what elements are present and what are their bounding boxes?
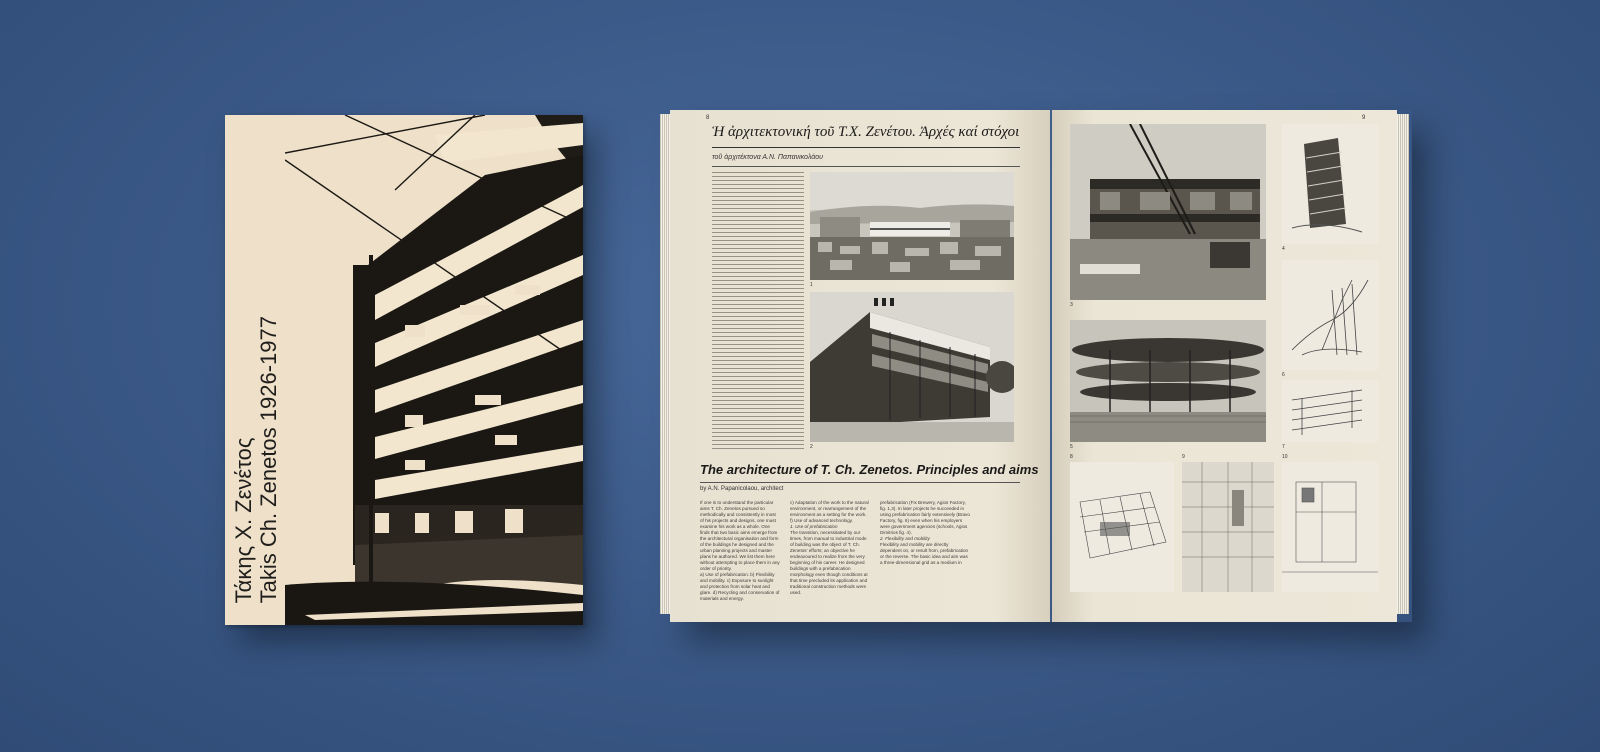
drawing-floor-plan — [1182, 462, 1274, 592]
figure-number: 6 — [1282, 372, 1285, 378]
english-paragraph: The transition, necessitated by our times, from manual to industrial mode of building was the object of T. Ch. Zenetos' efforts; an objective he endeavoured to realize from the very beginning of his career. He designed buildings with a prefabrication morphology even though conditions at that time precluded its application and traditional construction methods were used. — [790, 530, 868, 595]
divider — [700, 482, 1020, 483]
figure-number: 5 — [1070, 444, 1073, 450]
cover-title — [231, 316, 281, 603]
photo-city-skyline — [810, 172, 1014, 280]
left-page — [670, 110, 1050, 622]
page-stack-right — [1397, 114, 1409, 614]
figure-number: 2 — [810, 444, 813, 450]
drawing-louvres — [1282, 380, 1378, 442]
cover-title-greek: Τάκης Χ. Ζενέτος — [231, 437, 256, 603]
english-subhead: 2. Flexibility and mobility — [880, 536, 930, 541]
english-paragraph: c) Adaptation of the work to the natural environment, or rearrangement of the environment as a setting for the work. f) Use of advanced technology. — [790, 500, 869, 523]
open-magazine — [670, 110, 1412, 622]
english-paragraph: Flexibility and mobility are directly dependent on, or result from, prefabrication or the reverse. The basic idea and aim was a three-dimensional grid as a medium in — [880, 542, 969, 565]
heading-greek: Ἡ ἀρχιτεκτονική τοῦ Τ.Χ. Ζενέτου. Ἀρχές καί στόχοι — [712, 124, 1020, 148]
byline-greek: τοῦ ἀρχιτέκτονα Α.Ν. Παπανικολάου — [712, 154, 824, 161]
drawing-grid-perspective — [1070, 462, 1174, 592]
heading-english: The architecture of T. Ch. Zenetos. Principles and aims — [700, 462, 1039, 477]
divider — [712, 166, 1020, 167]
figure-number: 8 — [1070, 454, 1073, 460]
english-paragraph: a) Use of prefabrication. b) Flexibility and mobility. c) Exposure to sunlight and protection from solar heat and glare. d) Recycling and conservation of materials and energy. — [700, 572, 780, 601]
english-paragraph: prefabrication (Fix Brewery, Agios Factory, fig. 1,3). In later projects he succeeded in using prefabrication fairly extensively (Bravo Factory, fig. 6) even when his employers were government agencies (schools, Agios Dimitrios fig. 4). — [880, 500, 970, 535]
drawing-tower — [1282, 124, 1378, 244]
right-page — [1052, 110, 1397, 622]
book-cover — [225, 115, 583, 625]
english-subhead: 1. Use of prefabrication — [790, 524, 838, 529]
figure-number: 3 — [1070, 302, 1073, 308]
figure-number: 7 — [1282, 444, 1285, 450]
figure-number: 1 — [810, 282, 813, 288]
english-text-column-1 — [700, 500, 780, 602]
english-text-column-3 — [880, 500, 970, 566]
figure-number: 10 — [1282, 454, 1288, 460]
figure-number: 4 — [1282, 246, 1285, 252]
cover-building-photo — [285, 115, 583, 625]
photo-circular-structure — [1070, 320, 1266, 442]
right-page-number: 9 — [1362, 115, 1366, 121]
photo-construction-site — [1070, 124, 1266, 300]
drawing-cantilever-sketch — [1282, 260, 1378, 370]
greek-text-column — [712, 172, 804, 452]
byline-english: by A.N. Papanicolaou, architect — [700, 486, 784, 492]
english-text-column-2 — [790, 500, 870, 596]
figure-number: 9 — [1182, 454, 1185, 460]
photo-modern-building — [810, 292, 1014, 442]
left-page-number: 8 — [706, 115, 710, 121]
drawing-plan-sketch — [1282, 462, 1378, 592]
cover-title-latin: Takis Ch. Zenetos 1926-1977 — [256, 315, 281, 603]
english-paragraph: If one is to understand the particular aims T. Ch. Zenetos pursued so methodically and consistently in most of his projects and designs, one must examine his work as a whole. One finds that two basic aims emerge from the architectural organisation and form of the buildings he designed and the urban planning projects and master plans he authored. We list them here without attempting to place them in any order of priority. — [700, 500, 780, 571]
